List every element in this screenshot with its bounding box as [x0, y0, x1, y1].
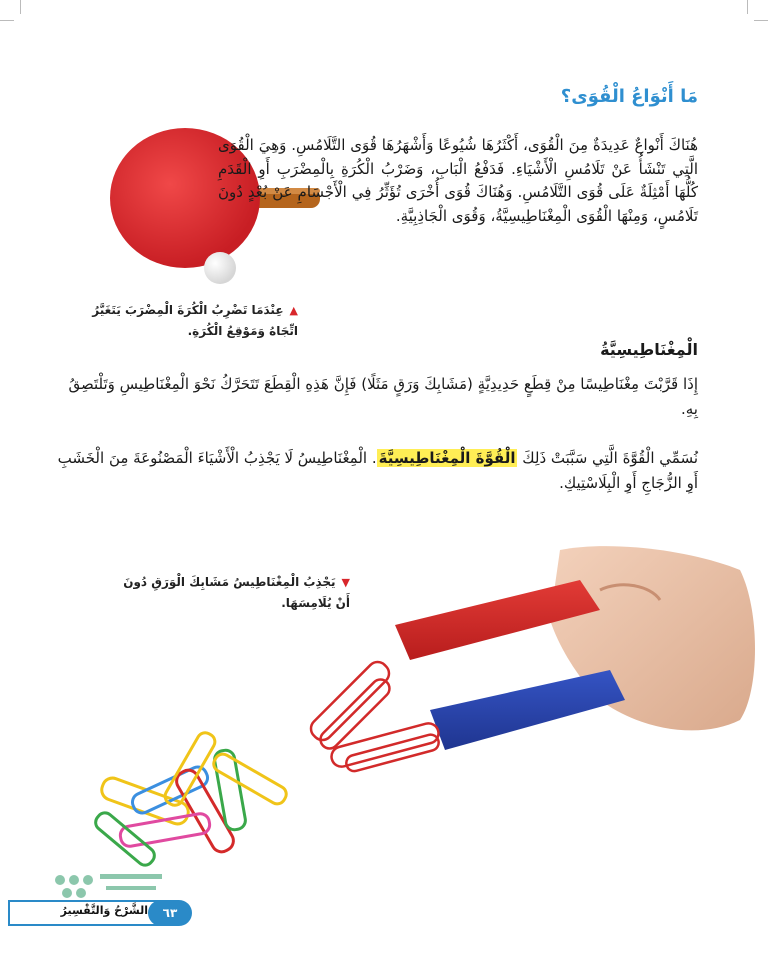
- magnet-caption-text: يَجْذِبُ الْمِغْنَاطِيسُ مَشَابِكَ الْوَرَقِ دُونَ أَنْ يُلَامِسَهَا.: [123, 575, 350, 610]
- magnet-caption: [120, 572, 350, 613]
- magnet-paperclips-image: [0, 530, 768, 910]
- paddle-caption: [68, 300, 298, 341]
- magnetic-force-text-start: نُسَمِّي الْقُوَّةَ الَّتِي سَبَّبَتْ ذَلِكَ: [517, 449, 698, 467]
- magnetism-subheading: الْمِغْنَاطِيسِيَّةُ: [600, 340, 698, 359]
- magnetic-force-text-end: . الْمِغْنَاطِيسُ لَا يَجْذِبُ الْأَشْيَاءَ الْمَصْنُوعَةَ مِنَ الْخَشَبِ أَوِ الزُّجَاجِ أَوِ الْبِلَاسْتِيكِ.: [57, 449, 698, 492]
- page-number: ٦٣: [148, 900, 192, 926]
- footer-section-label: الشَّرْحُ وَالتَّفْسِيرُ: [60, 904, 148, 917]
- magnetism-paragraph: إِذَا قَرَّبْتَ مِغْنَاطِيسًا مِنْ قِطَعٍ حَدِيدِيَّةٍ (مَشَابِكَ وَرَقٍ مَثَلًا) فَإِنَّ هَذِهِ الْقِطَعَ تَتَحَرَّكُ نَحْوَ الْمِغْنَاطِيسِ وَتَلْتَصِقُ بِهِ.: [68, 375, 698, 418]
- page-footer: [8, 898, 188, 926]
- red-triangle-icon: ▲: [289, 304, 298, 317]
- crop-mark: [754, 20, 768, 21]
- magnetic-force-paragraph: [48, 446, 698, 496]
- crop-mark: [747, 0, 748, 14]
- section-heading: مَا أَنْوَاعُ الْقُوَى؟: [560, 86, 698, 107]
- paddle-caption-text: عِنْدَمَا تَضْرِبُ الْكُرَةَ الْمِضْرَبَ يَتَغَيَّرُ اتِّجَاهُ وَمَوْقِعُ الْكُرَةِ.: [92, 303, 298, 338]
- crop-mark: [0, 20, 14, 21]
- intro-paragraph: هُنَاكَ أَنْواعٌ عَدِيدَةٌ مِنَ الْقُوَى، أَكْثَرُهَا شُيُوعًا وَأَشْهَرُهَا قُوَى التَّلَامُسِ. وَهِيَ الْقُوَى الَّتِي تَنْشَأُ عَنْ تَلَامُسِ الْأَشْيَاءِ. فَدَفْعُ الْبَابِ، وَضَرْبُ الْكُرَةِ بِالْمِضْرَبِ أَوِ الْقَدَمِ كُلُّهَا أَمْثِلَةٌ عَلَى قُوَى التَّلَامُسِ. وَهُنَاكَ قُوَى أُخْرَى تُؤَثِّرُ فِي الْأَجْسَامِ عَنْ بُعْدٍ دُونَ تَلَامُسٍ، وَمِنْهَا الْقُوَى الْمِغْنَاطِيسِيَّةُ، وَقُوَى الْجَاذِبِيَّةِ.: [218, 136, 698, 225]
- magnetic-force-highlight: الْقُوَّةَ الْمِغْنَاطِيسِيَّةَ: [378, 449, 516, 467]
- red-triangle-icon: ▼: [341, 576, 350, 589]
- crop-mark: [20, 0, 21, 14]
